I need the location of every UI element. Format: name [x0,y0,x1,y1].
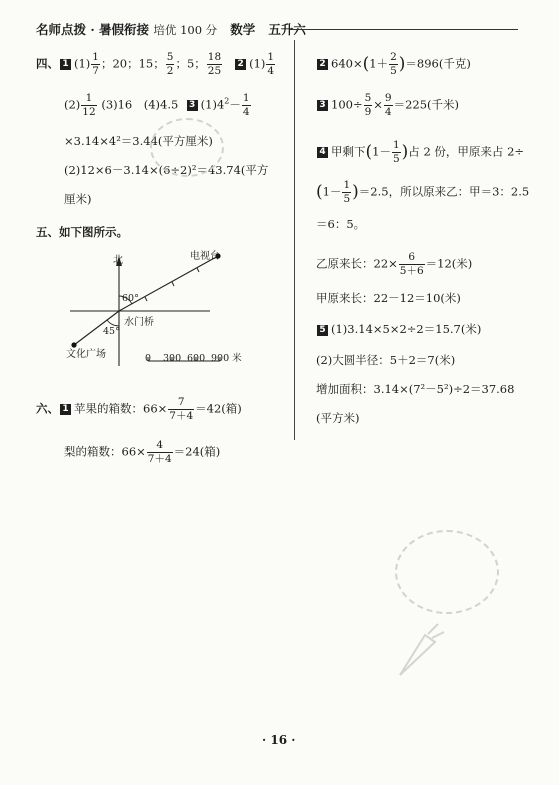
header-grade: 五升六 [268,22,306,37]
s4-line3: ×3.14×4²＝3.44(平方厘米) [64,134,213,148]
s4-text: ；5； [175,56,206,71]
header-subject: 数学 [230,22,256,37]
r-line1: 2 640×(1＋ $\frac{2}{5}$ )＝896(千克) [316,52,471,77]
s6-line2 [64,440,220,465]
frac-5-9: $\frac{5}{9}$ [364,92,372,119]
s4-q3-badge: 3 [187,100,198,111]
header-title [36,20,306,38]
carrot-watermark-icon [380,620,450,680]
map-angle-45: 45° [103,326,120,337]
page-number: · 16 · [262,733,296,747]
r-l6-r: ＝12(米) [425,256,473,271]
r-l1-in: 1＋ [369,56,389,71]
r-line7: 甲原来长：22－12＝10(米) [316,291,461,305]
map-tv-label: 电视台 [190,251,220,262]
r-line6 [316,252,472,277]
r-q2-badge: 2 [317,59,328,70]
frac-apple: $\frac{7}{7+4}$ [169,396,194,423]
map-scale-300: 300 [163,353,182,364]
map-scale-0: 0 [145,353,152,364]
map-angle-60: 60° [122,293,139,304]
map-north-label: 北 [113,255,123,266]
r-q4-badge: 4 [317,147,328,158]
r-q3-badge: 3 [317,100,328,111]
s4-q3-minus: － [229,97,241,112]
r-line9: (2)大圆半径：5＋2＝7(米) [316,353,456,367]
s4-line4: (2)12×6－3.14×(6÷2)²＝43.74(平方 [64,163,269,177]
s6-apple-result: ＝42(箱) [195,401,242,416]
s4-r2-a: (2) [64,97,81,112]
s6-q1-badge: 1 [60,404,71,415]
r-l3-r: 占 2 份，甲原来占 2÷ [408,144,525,159]
map-plaza-label: 文化广场 [66,349,106,360]
watermark-stamp-icon [395,530,499,614]
r-l2-a: 100÷ [331,97,363,112]
s4-line5: 厘米) [64,192,92,206]
frac-pear: $\frac{4}{7+4}$ [147,439,172,466]
frac-1-4: $\frac{1}{4}$ [267,51,275,78]
map-bridge-label: 水门桥 [124,317,154,328]
r-l4-in: 1－ [322,184,342,199]
r-l1-a: 640× [331,56,363,71]
s4-text: ；20；15； [100,56,165,71]
s4-q2-badge: 2 [235,59,246,70]
r-l6-a: 乙原来长：22× [316,256,398,271]
frac-9-4: $\frac{9}{4}$ [384,92,392,119]
tick-mark [145,297,147,301]
r-l8: (1)3.14×5×2÷2＝15.7(米) [331,322,482,336]
r-line2 [316,93,459,118]
s4-line2 [64,93,252,118]
r-line10: 增加面积：3.14×(7²－5²)÷2＝37.68 [316,382,515,396]
s4-q3-sup: 2 [224,96,230,106]
r-l3-in: 1－ [372,144,391,159]
s4-q1-badge: 1 [60,59,71,70]
frac-1-4b: $\frac{1}{4}$ [242,92,250,119]
map-scale-600: 600 [187,353,206,364]
s6-pear: 梨的箱数：66× [64,444,146,459]
r-line4: (1－ $\frac{1}{5}$ )＝2.5，所以原来乙：甲＝3：2.5 [316,179,530,206]
header-rule [290,29,518,30]
frac-6-11: $\frac{6}{5+6}$ [399,251,424,278]
frac-18-25: $\frac{18}{25}$ [207,51,222,78]
frac-1-12: $\frac{1}{12}$ [82,92,96,119]
header-sub: 培优 100 分 [153,23,218,37]
r-l2-mid: × [373,97,383,112]
s6-line1 [36,397,242,422]
s4-label: 四、 [36,56,59,71]
r-line5: ＝6：5。 [316,217,366,231]
column-divider [294,40,295,440]
r-line3: 4 甲剩下(1－ $\frac{1}{5}$ )占 2 份，甲原来占 2÷ [316,140,524,165]
plaza-point [71,342,76,347]
r-l3-a: 甲剩下 [331,144,366,159]
s6-pear-result: ＝24(箱) [173,444,221,459]
s6-apple: 苹果的箱数：66× [74,401,168,416]
tick-mark [172,282,174,286]
map-scale-900: 900 米 [211,353,242,364]
frac-1-7: $\frac{1}{7}$ [92,51,99,78]
s4-q1-head: (1) [74,56,91,71]
r-q5-badge: 5 [317,325,328,336]
frac-1-5b: $\frac{1}{5}$ [343,179,351,206]
s5-label: 五、如下图所示。 [36,225,128,239]
r-line8 [316,324,481,336]
watermark-stamp-icon [150,118,224,177]
frac-2-5: $\frac{2}{5}$ [390,51,397,78]
r-l2-r: ＝225(千米) [393,97,460,112]
header-brand: 名师点拨 · 暑假衔接 [36,22,150,37]
s4-r2-b: (3)16 (4)4.5 [101,97,179,112]
s4-q2-head: (1) [249,56,266,71]
s4-q3-text: (1)4 [200,97,225,112]
r-line11: (平方米) [316,411,360,425]
tick-mark [197,268,199,272]
frac-5-2: $\frac{5}{2}$ [166,51,174,78]
r-l1-r: ＝896(千克) [405,56,471,71]
s6-label: 六、 [36,401,59,416]
frac-1-5: $\frac{1}{5}$ [392,139,400,166]
s4-line1 [36,52,276,77]
r-l4-r: ＝2.5，所以原来乙：甲＝3：2.5 [358,184,530,199]
